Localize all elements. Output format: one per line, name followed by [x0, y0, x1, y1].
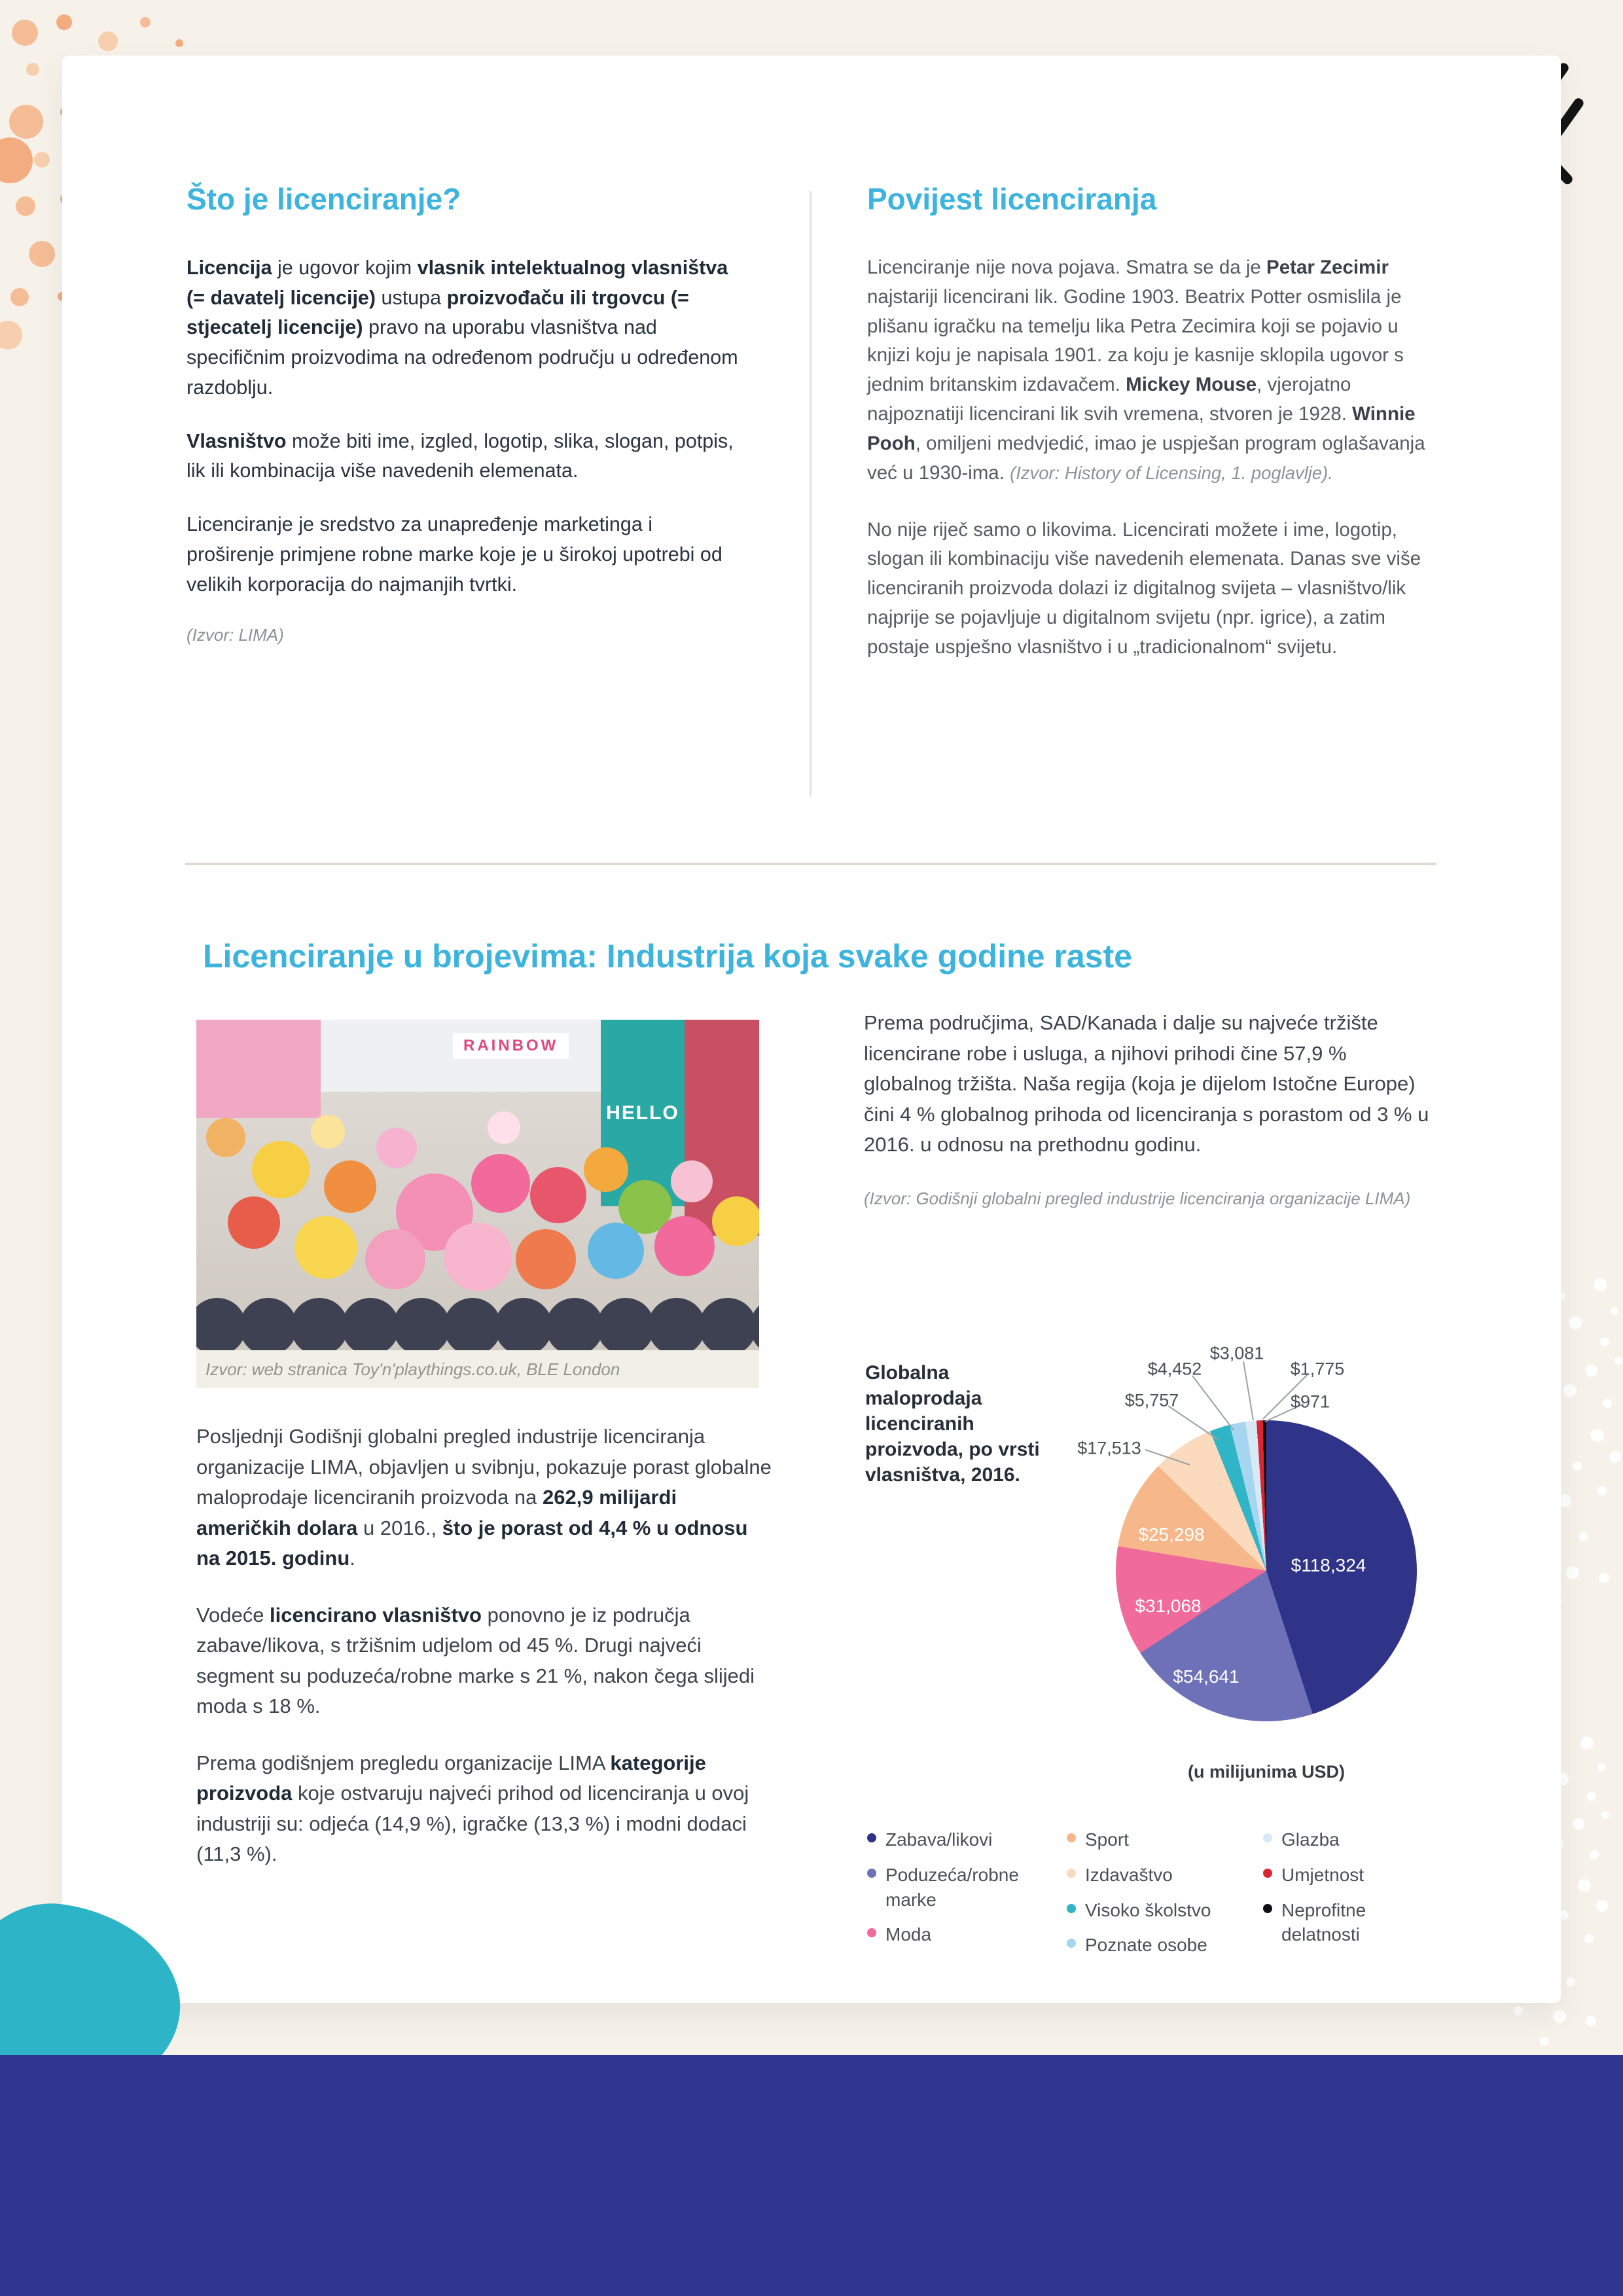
legend-label: Zabava/likovi — [885, 1829, 993, 1850]
decor-dot — [1580, 1736, 1594, 1749]
source-note: (Izvor: Godišnji globalni pregled industrije licenciranja organizacije LIMA) — [864, 1188, 1411, 1208]
decor-dot — [9, 105, 43, 139]
mascot-figure — [712, 1196, 759, 1246]
pie-value-label: $17,513 — [1077, 1438, 1141, 1458]
legend-column — [867, 1827, 1067, 1968]
legend-color-dot — [867, 1833, 876, 1842]
mascot-figure — [654, 1216, 715, 1276]
horizontal-divider — [185, 863, 1436, 865]
pie-value-label: $31,068 — [1135, 1596, 1202, 1616]
mascot-figure — [228, 1196, 280, 1249]
source-note: (Izvor: LIMA) — [187, 625, 284, 645]
legend-label: Glazba — [1281, 1829, 1340, 1850]
legend-label: Izdavaštvo — [1085, 1864, 1173, 1885]
mascot-figure — [471, 1154, 530, 1213]
decor-dot — [1590, 1850, 1599, 1859]
decor-dot — [1594, 1278, 1607, 1291]
mascot-figure — [597, 1298, 654, 1350]
paragraph: Prema godišnjem pregledu organizacije LIMA kategorije proizvoda koje ostvaruju najveći prihod od licenciranja u ovoj industriji su: odjeća (14,9 %), igračke (13,3 %) i modni dodaci (11,3 %). — [196, 1751, 749, 1865]
decor-dot — [1566, 1977, 1575, 1986]
article-what-is-licensing — [187, 182, 743, 648]
legend-label: Moda — [885, 1924, 932, 1945]
legend-label: Neprofitne delatnosti — [1281, 1899, 1366, 1945]
mascot-figure — [365, 1229, 425, 1289]
photo-sign-rainbow: RAINBOW — [453, 1033, 569, 1059]
decor-dot — [1596, 1900, 1608, 1912]
legend-color-dot — [1263, 1869, 1272, 1878]
pie-value-label: $1,775 — [1290, 1359, 1345, 1379]
photo-caption: Izvor: web stranica Toy'n'playthings.co.uk, BLE London — [196, 1350, 759, 1388]
decor-dot — [140, 17, 151, 27]
legend-color-dot — [867, 1928, 876, 1937]
mascot-figure — [588, 1223, 644, 1279]
vertical-divider — [810, 191, 812, 797]
decor-dot — [1597, 1486, 1607, 1496]
legend-item — [1067, 1933, 1263, 1958]
decor-dot — [56, 14, 72, 30]
decor-dot — [16, 196, 35, 216]
decor-dot — [1573, 1462, 1582, 1471]
decor-dot — [34, 152, 50, 168]
mascot-figure — [196, 1298, 246, 1350]
legend-label: Sport — [1085, 1829, 1129, 1850]
legend-column — [1067, 1827, 1263, 1968]
decor-dot — [1597, 1763, 1605, 1771]
pie-value-label: $54,641 — [1173, 1666, 1240, 1687]
legend-color-dot — [1067, 1869, 1076, 1878]
decor-dot — [1586, 2016, 1596, 2026]
legend-color-dot — [867, 1869, 876, 1878]
legend-item — [867, 1863, 1067, 1912]
decor-dot — [1591, 1429, 1604, 1442]
chart-legend — [867, 1827, 1456, 1968]
decor-dot — [1614, 1357, 1622, 1365]
mascot-figure — [488, 1111, 520, 1144]
numbers-left-column — [196, 1422, 772, 1896]
mascot-figure — [240, 1298, 297, 1350]
legend-color-dot — [1263, 1833, 1272, 1842]
legend-color-dot — [1067, 1904, 1076, 1913]
decor-dot — [1514, 2006, 1523, 2015]
mascot-figure — [584, 1147, 628, 1192]
legend-color-dot — [1067, 1939, 1076, 1948]
decor-dot — [1579, 1532, 1588, 1541]
pie-value-label: $971 — [1290, 1391, 1330, 1412]
pie-chart-area — [1047, 1329, 1466, 1787]
mascot-figure — [206, 1118, 245, 1157]
decor-dot — [1587, 1792, 1596, 1801]
paragraph: Licencija je ugovor kojim vlasnik intelektualnog vlasništva (= davatelj licencije) ustupa proizvođaču ili trgovcu (= stjecatelj licencije) pravo na uporabu vlasništva nad specifičnim proizvodima na određenom području u određenom razdoblju. — [187, 256, 738, 399]
pie-value-label: $118,324 — [1291, 1555, 1366, 1575]
pie-value-label: $5,757 — [1124, 1390, 1179, 1410]
mascot-figure — [294, 1216, 357, 1279]
paragraph: Licenciranje nije nova pojava. Smatra se da je Petar Zecimir najstariji licencirani lik. Godine 1903. Beatrix Potter osmislila je plišanu igračku na temelju lika Petra Zecimira koji se pojavio u knjizi koju je napisala 1901. za koju je kasnije sklopila ugovor s jednim britanskim izdavačem. Mickey Mouse, vjerojatno najpoznatiji licencirani lik svih vremena, stvoren je 1928. Winnie Pooh, omiljeni medvjedić, imao je uspješan program oglašavanja već u 1930-ima. (Izvor: History of Licensing, 1. poglavlje). — [867, 256, 1425, 484]
decor-dot — [175, 39, 183, 47]
mascot-figure — [671, 1160, 713, 1202]
decor-dot — [1569, 1316, 1582, 1329]
mascot-figure — [530, 1167, 586, 1223]
decor-dot — [1603, 1399, 1612, 1408]
legend-label: Visoko školstvo — [1085, 1899, 1211, 1920]
legend-item — [1067, 1898, 1263, 1923]
mascot-figure — [342, 1298, 399, 1350]
decor-dot — [1573, 1818, 1584, 1830]
mascot-figure — [699, 1298, 757, 1350]
decor-dot — [1584, 1934, 1594, 1943]
mascot-figure — [495, 1298, 552, 1350]
mascot-figure — [444, 1298, 501, 1350]
decor-dot — [10, 288, 29, 306]
article-heading: Povijest licenciranja — [867, 182, 1157, 216]
article-history-of-licensing — [867, 182, 1438, 690]
decor-dot — [29, 241, 55, 267]
chart-unit-caption: (u milijunima USD) — [1187, 1762, 1345, 1782]
numbers-right-column — [864, 1008, 1440, 1211]
decor-dot — [1599, 1573, 1609, 1583]
legend-item — [867, 1922, 1067, 1947]
mascot-figure — [252, 1141, 310, 1198]
legend-color-dot — [1263, 1904, 1272, 1913]
decor-dot — [1586, 1365, 1597, 1376]
decor-dot — [1566, 1566, 1579, 1579]
mascot-figure — [648, 1298, 705, 1350]
paragraph: Licenciranje je sredstvo za unapređenje marketinga i proširenje primjene robne marke koje je u širokoj upotrebi od velikih korporacija do najmanjih tvrtki. — [187, 513, 722, 596]
section-heading-licensing-in-numbers: Licenciranje u brojevima: Industrija koja svake godine raste — [203, 938, 1132, 975]
decor-dot — [0, 137, 33, 183]
legend-label: Umjetnost — [1281, 1864, 1364, 1885]
legend-item — [1263, 1827, 1433, 1852]
decor-dot — [98, 31, 118, 51]
pie-value-label: $4,452 — [1147, 1359, 1202, 1379]
legend-label: Poznate osobe — [1085, 1935, 1207, 1956]
mascot-figure — [291, 1298, 348, 1350]
legend-item — [1067, 1863, 1263, 1888]
pie-value-label: $3,081 — [1209, 1343, 1264, 1363]
legend-color-dot — [1067, 1833, 1076, 1842]
mascot-figure — [516, 1229, 576, 1289]
decor-dot — [1560, 1910, 1569, 1920]
legend-label: Poduzeća/robne marke — [885, 1864, 1019, 1910]
decor-dot — [1540, 2037, 1549, 2046]
decor-dot — [1609, 1451, 1621, 1463]
decor-dot — [0, 321, 22, 350]
decor-dot — [1611, 1307, 1618, 1315]
legend-item — [867, 1827, 1067, 1852]
mascot-figure — [393, 1298, 450, 1350]
trade-show-photo — [196, 1020, 759, 1350]
photo-sign-hello: HELLO — [606, 1102, 679, 1124]
legend-column — [1263, 1827, 1433, 1968]
legend-item — [1263, 1863, 1433, 1888]
photo-mascots — [196, 1020, 759, 1350]
pie-value-label: $25,298 — [1138, 1524, 1205, 1545]
decor-dot — [1601, 1811, 1609, 1819]
paragraph: Posljednji Godišnji globalni pregled industrije licenciranja organizacije LIMA, objavljen u svibnju, pokazuje porast globalne maloprodaje licenciranih proizvoda na 262,9 milijardi američkih dolara u 2016., što je porast od 4,4 % u odnosu na 2015. godinu. — [196, 1425, 772, 1570]
decor-dot — [1578, 1879, 1591, 1892]
paragraph: Vlasništvo može biti ime, izgled, logotip, slika, slogan, potpis, lik ili kombinacija više navedenih elemenata. — [187, 429, 734, 482]
mascot-figure — [376, 1128, 417, 1168]
paragraph: Prema područjima, SAD/Kanada i dalje su najveće tržište licencirane robe i usluga, a njihovi prihodi čine 57,9 % globalnog tržišta. Naša regija (koja je dijelom Istočne Europe) čini 4 % globalnog prihoda od licenciranja s porastom od 3 % u 2016. u odnosu na prethodnu godinu. — [864, 1011, 1429, 1156]
chart-title: Globalna maloprodaja licenciranih proizvoda, po vrsti vlasništva, 2016. — [865, 1362, 1040, 1486]
mascot-figure — [324, 1160, 376, 1213]
pie-labels — [1047, 1329, 1466, 1787]
article-heading: Što je licenciranje? — [187, 182, 461, 216]
decor-dot — [12, 20, 38, 46]
paragraph: No nije riječ samo o likovima. Licencirati možete i ime, logotip, slogan ili kombinaciju više navedenih elemenata. Danas sve više licenciranih proizvoda dolazi iz digitalnog svijeta – vlasništvo/lik najprije se pojavljuje u digitalnom svijetu (npr. igrice), a zatim postaje uspješno vlasništvo i u „tradicionalnom“ svijetu. — [867, 518, 1421, 658]
legend-item — [1067, 1827, 1263, 1852]
footer — [0, 2055, 1623, 2296]
mascot-figure — [311, 1115, 345, 1149]
decor-dot — [1553, 2010, 1566, 2023]
decor-dot — [1600, 1337, 1609, 1346]
decor-dot — [26, 63, 39, 76]
paragraph: Vodeće licencirano vlasništvo ponovno je iz područja zabave/likova, s tržišnim udjelom od 45 %. Drugi najveći segment su poduzeća/robne marke s 21 %, nakon čega slijedi moda s 18 %. — [196, 1603, 755, 1717]
mascot-figure — [444, 1223, 512, 1291]
mascot-figure — [546, 1298, 603, 1350]
decor-dot — [1563, 1384, 1577, 1397]
legend-item — [1263, 1898, 1433, 1948]
